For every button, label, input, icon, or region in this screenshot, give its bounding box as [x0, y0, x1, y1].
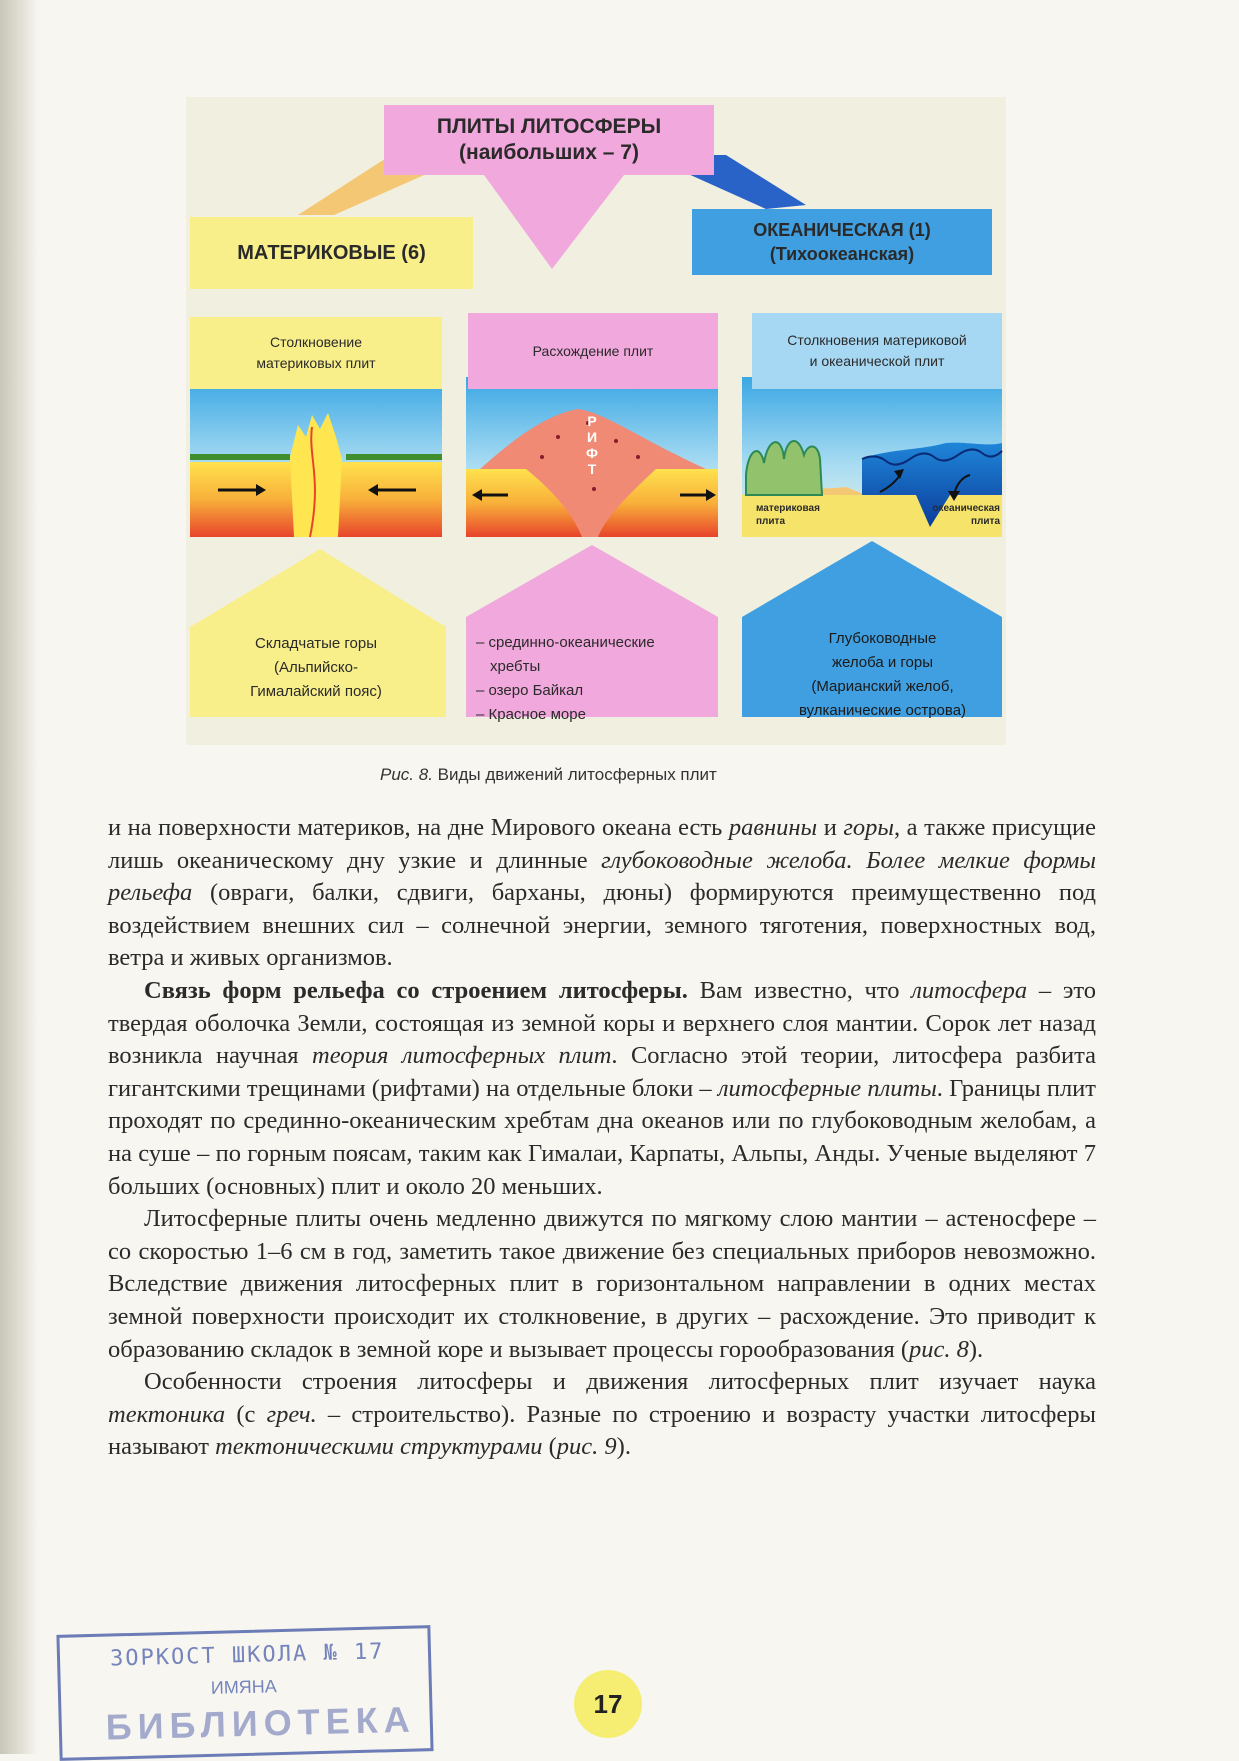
panel1-caption [190, 317, 442, 389]
label-oceanic-plate-line2: плита [971, 516, 1000, 527]
label-continental-plate-line2: плита [756, 516, 785, 527]
p4-text-c: (с [225, 1400, 267, 1428]
p1-term-trenches: глубоководные желоба. Более мелкие формы рельефа [108, 846, 1096, 907]
oceanic-header-line1: ОКЕАНИЧЕСКАЯ (1) [753, 220, 931, 240]
page-number: 17 [574, 1670, 642, 1738]
p1-text-g: (овраги, балки, сдвиги, барханы, дюны) формируются преимущественно под воздействием внешних сил – солнечной энергии, земного тяготения, поверхностных вод, ветра и живых организмов. [108, 879, 1096, 972]
p4-text-a: Особенности строения литосферы и движения литосферных плит изучает наука [144, 1368, 1096, 1396]
p4-text-e: – строительство). Разные по строению и возрасту участки литосферы называют [108, 1400, 1096, 1461]
panel3-caption-line2: и океанической плит [809, 353, 945, 369]
oceanic-header-line2: (Тихоокеанская) [769, 244, 915, 264]
p2-text-g: . Границы плит проходят по срединно-океаническим хребтам дна океанов или по глубоководным желобам, а на суше – по горным поясам, таким как Гималаи, Карпаты, Альпы, Анды. Ученые выделяют 7 больших (основных) плит и около 20 меньших. [108, 1074, 1096, 1200]
p3-figure-ref: рис. 8 [909, 1335, 969, 1363]
result2-line2: хребты [490, 658, 541, 675]
figure-lithosphere-plates [186, 97, 1006, 745]
result1-text [206, 632, 426, 704]
p1-text-e: , а также присущие лишь океаническому дну узкие и длинные [108, 814, 1096, 874]
p4-text-i: ). [616, 1433, 631, 1461]
p2-heading: Связь форм рельефа со строением литосферы. [144, 976, 688, 1004]
result1-line1: Складчатые горы [254, 635, 377, 652]
connector-center [484, 175, 624, 269]
p2-term-plate-theory: теория литосферных плит [312, 1042, 612, 1070]
continental-header-text: МАТЕРИКОВЫЕ (6) [237, 241, 426, 264]
label-oceanic-plate-line1: океаническая [932, 503, 1000, 514]
panel3-caption [752, 313, 1002, 389]
p4-text-g: ( [542, 1433, 557, 1461]
result3-text [770, 627, 995, 723]
result3-line2: желоба и горы [831, 654, 934, 671]
label-continental-plate [756, 502, 820, 528]
main-title-line1: ПЛИТЫ ЛИТОСФЕРЫ [436, 115, 662, 138]
p4-figure-ref: рис. 9 [556, 1433, 617, 1461]
library-stamp [56, 1625, 433, 1761]
p1-term-mountains: горы [843, 814, 894, 841]
main-title-line2: (наибольших – 7) [459, 141, 639, 164]
result3-line1: Глубоководные [828, 630, 937, 647]
result2-text [476, 631, 726, 727]
result2-line3: – озеро Байкал [476, 682, 584, 699]
oceanic-header [692, 209, 992, 275]
label-oceanic-plate [922, 502, 1000, 528]
result3-line4: вулканические острова) [798, 702, 967, 719]
panel2-caption-text: Расхождение плит [532, 342, 654, 359]
result2-line4: – Красное море [476, 706, 586, 723]
paragraph-3 [108, 1203, 1096, 1366]
paragraph-4 [108, 1366, 1096, 1464]
result2-line1: – срединно-океанические [476, 634, 655, 651]
panel1-caption-line2: материковых плит [256, 355, 376, 371]
stamp-line3: БИБЛИОТЕКА [105, 1698, 417, 1748]
result1-line3: Гималайский пояс) [250, 683, 382, 700]
p1-text-c: и [817, 814, 844, 841]
p4-abbr-greek: греч. [266, 1400, 317, 1428]
main-title-box [384, 105, 714, 175]
p4-term-tectonics: тектоника [108, 1400, 226, 1428]
p1-term-plains: равнины [728, 814, 818, 841]
continental-header [190, 217, 473, 289]
figure-caption-label: Рис. 8. [380, 765, 433, 784]
panel1-diagram [190, 377, 442, 537]
result1-line2: (Альпийско- [273, 659, 359, 676]
result3-line3: (Марианский желоб, [811, 678, 954, 695]
p1-text-a: и на поверхности материков, на дне Мирового океана есть [108, 814, 729, 841]
p2-text-c: – это твердая оболочка Земли, состоящая из земной коры и верхнего слоя мантии. Сорок лет назад возникла научная [108, 976, 1096, 1070]
p4-term-structures: тектоническими структурами [215, 1433, 543, 1461]
figure-caption-text: Виды движений литосферных плит [437, 765, 717, 784]
label-continental-plate-line1: материковая [756, 503, 820, 514]
p2-term-lithosphere: литосфера [911, 976, 1028, 1004]
paragraph-2 [108, 975, 1096, 1203]
paragraph-1 [108, 812, 1096, 975]
stamp-line2: ИМЯНА [210, 1676, 278, 1698]
page-edge-shadow [0, 0, 38, 1754]
panel1-caption-line1: Столкновение [269, 334, 363, 350]
p2-text-a: Вам известно, что [687, 976, 912, 1004]
panel3-caption-line1: Столкновения материковой [787, 332, 967, 348]
p2-term-plates: литосферные плиты [717, 1074, 937, 1102]
figure-caption [380, 765, 880, 785]
stamp-line1: ЗОРКОСТ ШКОЛА № 17 [109, 1639, 385, 1672]
rift-label: РИФТ [586, 413, 598, 477]
p2-text-e: . Согласно этой теории, литосфера разбита гигантскими трещинами (рифтами) на отдельные блоки – [108, 1042, 1097, 1102]
body-text [108, 812, 1096, 1464]
p3-text-a: Литосферные плиты очень медленно движутся по мягкому слою мантии – астеносфере – со скоростью 1–6 см в год, заметить такое движение без специальных приборов невозможно. Вследствие движения литосферных плит в горизонтальном направлении в одних местах земной поверхности происходит их столкновение, в других – расхождение. Это приводит к образованию складок в земной коре и вызывает процессы горообразования ( [108, 1205, 1096, 1363]
p3-text-c: ). [968, 1335, 984, 1363]
panel2-caption [468, 313, 718, 389]
